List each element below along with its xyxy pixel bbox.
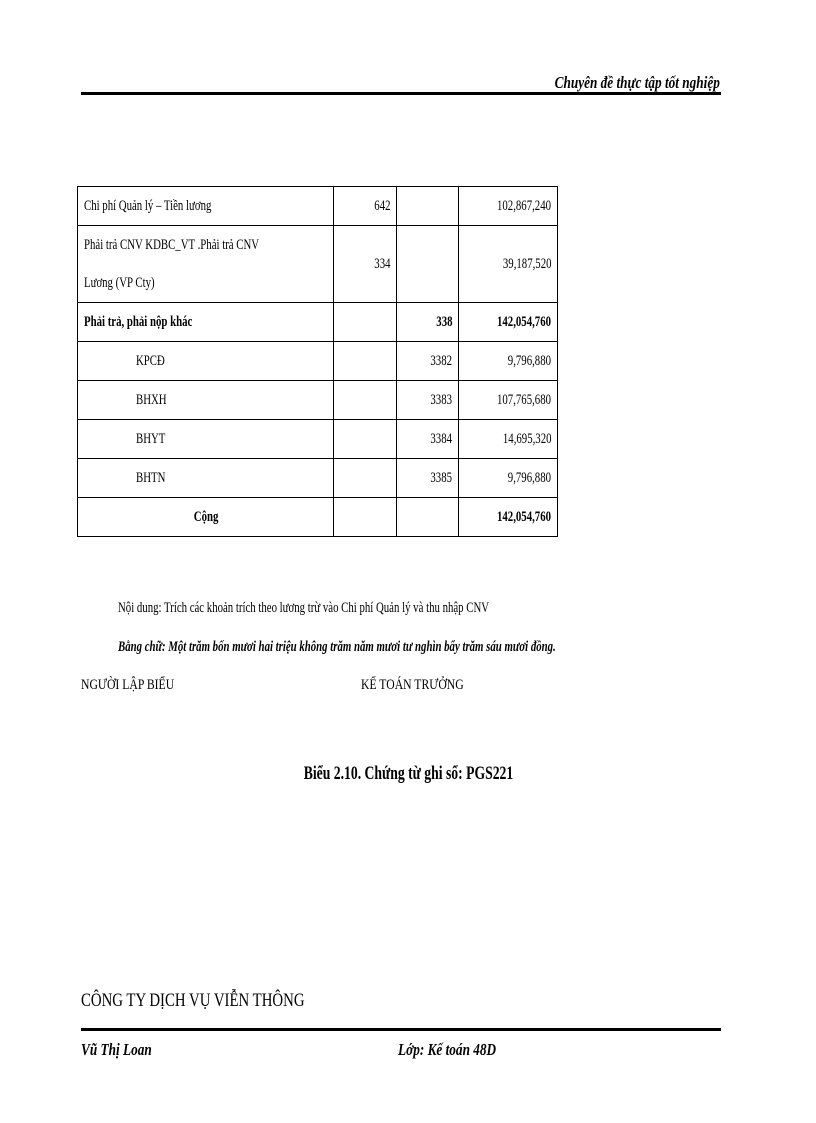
- credit-cell: [397, 187, 459, 226]
- account-name: Phải trả, phải nộp khác: [84, 313, 193, 330]
- amount: 107,765,680: [497, 391, 552, 408]
- credit-cell: [397, 498, 459, 537]
- amount-cell: [459, 303, 558, 342]
- credit-cell: [397, 342, 459, 381]
- amount-cell: [459, 226, 558, 303]
- account-name-cell: [78, 226, 334, 303]
- total-label-cell: [78, 498, 334, 537]
- content-note: Nội dung: Trích các khoản trích theo lương trừ vào Chi phí Quản lý và thu nhập CNV: [118, 600, 490, 616]
- account-name: BHYT: [136, 430, 166, 447]
- total-amount: 142,054,760: [497, 508, 552, 525]
- amount: 102,867,240: [497, 197, 552, 214]
- header-rule: [81, 92, 721, 95]
- credit-account: 3384: [430, 430, 453, 447]
- debit-cell: [334, 226, 397, 303]
- table-row: [78, 342, 558, 381]
- account-name-cell: [78, 459, 334, 498]
- account-name: BHXH: [136, 391, 167, 408]
- credit-cell: [397, 459, 459, 498]
- amount-cell: [459, 420, 558, 459]
- total-amount-cell: [459, 498, 558, 537]
- debit-cell: [334, 303, 397, 342]
- debit-cell: [334, 420, 397, 459]
- company-name: CÔNG TY DỊCH VỤ VIỄN THÔNG: [81, 990, 305, 1011]
- debit-cell: [334, 381, 397, 420]
- amount-cell: [459, 381, 558, 420]
- amount: 142,054,760: [497, 313, 552, 330]
- account-name: KPCĐ: [136, 352, 165, 369]
- credit-account: 338: [436, 313, 453, 330]
- debit-cell: [334, 342, 397, 381]
- table-row: [78, 303, 558, 342]
- account-name: BHTN: [136, 469, 166, 486]
- document-header-title: Chuyên đề thực tập tốt nghiệp: [554, 73, 720, 92]
- credit-account: 3382: [430, 352, 453, 369]
- amount-in-words: Bằng chữ: Một trăm bốn mươi hai triệu không trăm năm mươi tư nghìn bẩy trăm sáu mươi đồng.: [118, 639, 556, 655]
- credit-account: 3383: [430, 391, 453, 408]
- table-row: [78, 420, 558, 459]
- account-name-cell: [78, 303, 334, 342]
- amount: 39,187,520: [502, 255, 552, 272]
- figure-caption-text: Biểu 2.10. Chứng từ ghi sổ: PGS221: [303, 763, 513, 784]
- footer-rule: [81, 1028, 721, 1031]
- credit-account: 3385: [430, 469, 453, 486]
- amount: 14,695,320: [502, 430, 552, 447]
- amount: 9,796,880: [508, 352, 552, 369]
- table-row: [78, 226, 558, 303]
- footer-class: Lớp: Kế toán 48D: [398, 1040, 497, 1059]
- signature-chief-accountant: KẾ TOÁN TRƯỞNG: [361, 677, 464, 693]
- debit-account: 334: [374, 255, 391, 272]
- account-name-cell: [78, 342, 334, 381]
- table-row: [78, 187, 558, 226]
- account-name-cell: [78, 381, 334, 420]
- amount-cell: [459, 459, 558, 498]
- credit-cell: [397, 226, 459, 303]
- account-name-line2: Lương (VP Cty): [84, 275, 155, 291]
- credit-cell: [397, 381, 459, 420]
- figure-caption: [0, 763, 816, 785]
- amount-cell: [459, 342, 558, 381]
- credit-cell: [397, 420, 459, 459]
- debit-account: 642: [374, 197, 391, 214]
- debit-cell: [334, 187, 397, 226]
- account-name-cell: [78, 187, 334, 226]
- account-name: Chi phí Quản lý – Tiền lương: [84, 197, 212, 214]
- account-name-cell: [78, 420, 334, 459]
- amount: 9,796,880: [508, 469, 552, 486]
- amount-cell: [459, 187, 558, 226]
- footer-author: Vũ Thị Loan: [81, 1040, 152, 1059]
- table-row: [78, 381, 558, 420]
- table-total-row: [78, 498, 558, 537]
- total-label: Cộng: [193, 508, 218, 525]
- table-row: [78, 459, 558, 498]
- debit-cell: [334, 459, 397, 498]
- debit-cell: [334, 498, 397, 537]
- signature-preparer: NGƯỜI LẬP BIỂU: [81, 677, 175, 693]
- account-name-line1: Phải trả CNV KDBC_VT .Phải trả CNV: [84, 237, 260, 253]
- credit-cell: [397, 303, 459, 342]
- ledger-table: [77, 186, 558, 537]
